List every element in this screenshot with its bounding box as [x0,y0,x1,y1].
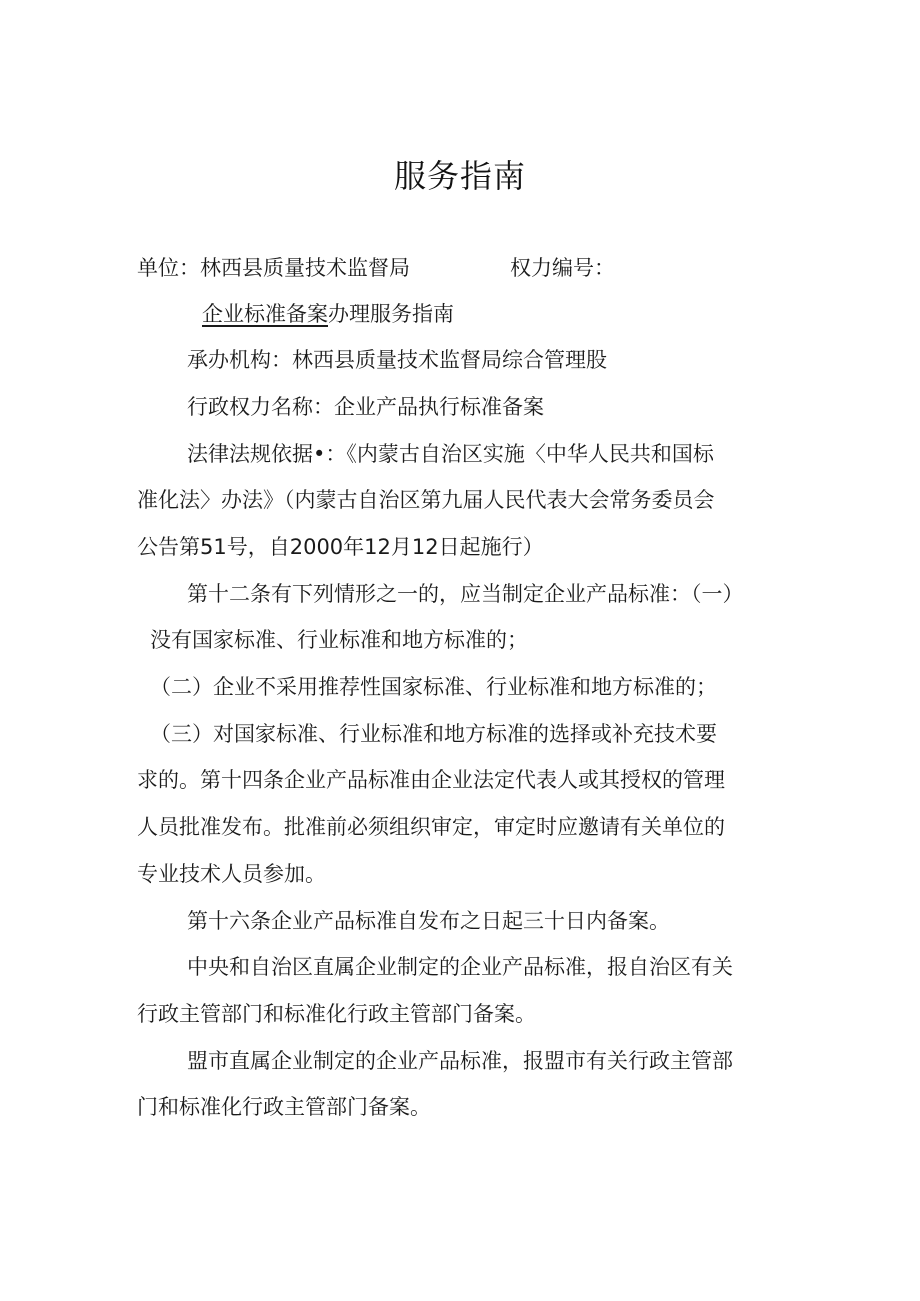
paragraph-line: 行政主管部门和标准化行政主管部门备案。 [137,1002,536,1026]
paragraph-line: 第十六条企业产品标准自发布之日起三十日内备案。 [187,909,670,933]
paragraph-line: 法律法规依据•：《内蒙古自治区实施〈中华人民共和国标 [187,442,714,466]
guide-title-underlined: 企业标准备案 [202,302,328,326]
guide-title [202,299,454,329]
paragraph-line: 门和标准化行政主管部门备案。 [137,1095,431,1119]
paragraph-line: 人员批准发布。批准前必须组织审定，审定时应邀请有关单位的 [137,815,725,839]
paragraph-line: 专业技术人员参加。 [137,862,326,886]
paragraph-line: （二）企业不采用推荐性国家标准、行业标准和地方标准的； [150,675,717,699]
unit-label: 单位：林西县质量技术监督局 [137,256,410,280]
paragraph-line: 承办机构：林西县质量技术监督局综合管理股 [187,348,607,372]
paragraph-line: 公告第51号，自2000年12月12日起施行） [137,535,544,559]
power-number-label: 权力编号： [510,256,615,280]
paragraph-line: 准化法〉办法》（内蒙古自治区第九届人民代表大会常务委员会 [137,488,715,512]
paragraph-line: 中央和自治区直属企业制定的企业产品标准，报自治区有关 [187,955,733,979]
paragraph-line: 行政权力名称：企业产品执行标准备案 [187,395,544,419]
paragraph-line: （三）对国家标准、行业标准和地方标准的选择或补充技术要 [150,722,717,746]
paragraph-line: 没有国家标准、行业标准和地方标准的； [150,628,528,652]
paragraph-line: 盟市直属企业制定的企业产品标准，报盟市有关行政主管部 [187,1049,733,1073]
paragraph-line: 求的。第十四条企业产品标准由企业法定代表人或其授权的管理 [137,768,725,792]
page-title: 服务指南 [393,157,526,195]
paragraph-line: 第十二条有下列情形之一的，应当制定企业产品标准：（一） [187,582,744,606]
guide-title-rest: 办理服务指南 [328,302,454,326]
